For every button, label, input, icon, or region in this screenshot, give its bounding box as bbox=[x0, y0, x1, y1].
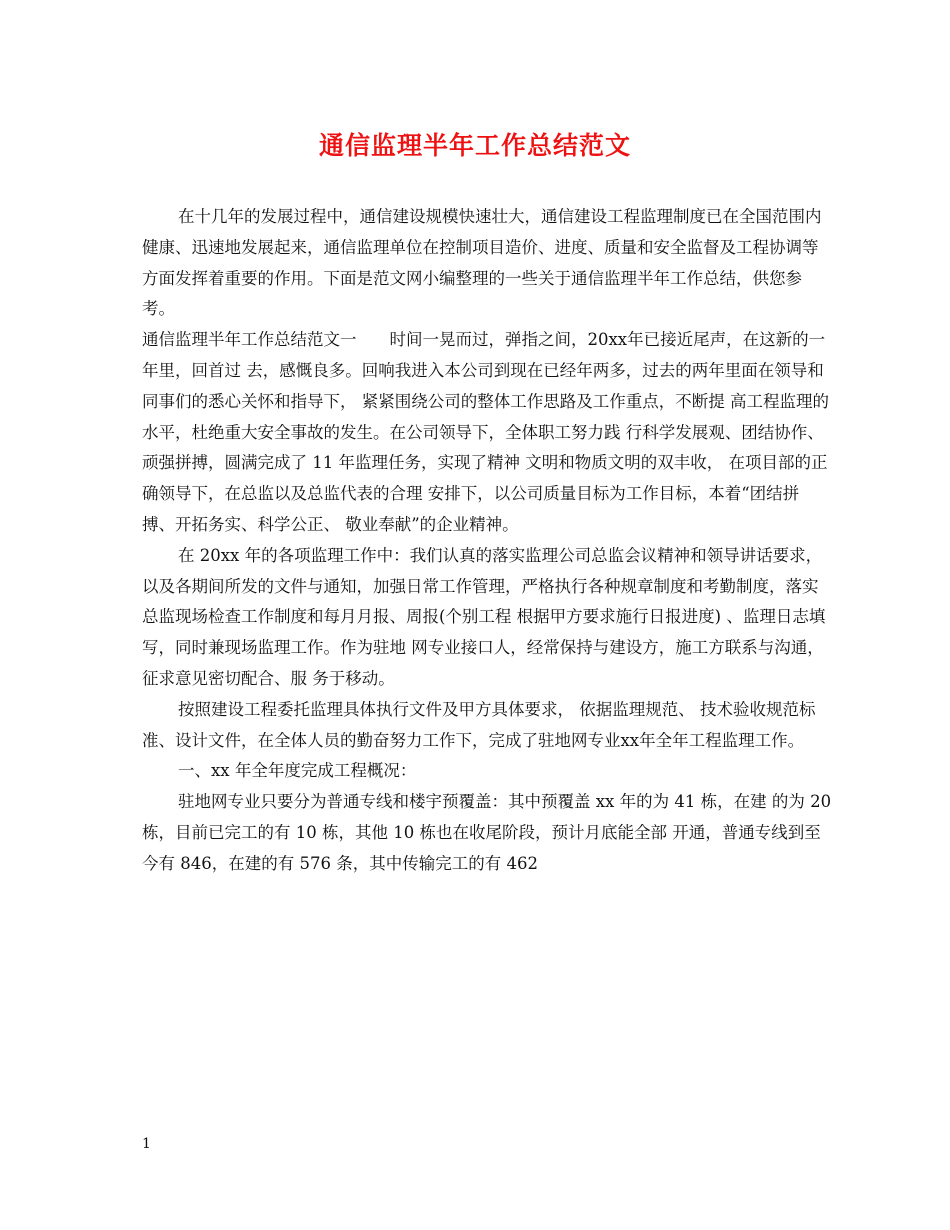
paragraph-sample-one: 通信监理半年工作总结范文一 时间一晃而过，弹指之间，20xx年已接近尾声，在这新的一年里，回首过 去，感慨良多。回响我进入本公司到现在已经年两多，过去的两年里面在领导和 同事们的悉心关怀和指导下， 紧紧围绕公司的整体工作思路及工作重点，不断提 高工程监理的水平，杜绝重大安全事故的发生。在公司领导下，全体职工努力践 行科学发展观、团结协作、顽强拼搏，圆满完成了 11 年监理任务，实现了精神 文明和物质文明的双丰收， 在项目部的正确领导下，在总监以及总监代表的合理 安排下，以公司质量目标为工作目标，本着“团结拼搏、开拓务实、科学公正、 敬业奉献”的企业精神。 bbox=[142, 330, 829, 534]
document-title: 通信监理半年工作总结范文 bbox=[318, 131, 631, 160]
page-number: 1 bbox=[142, 1136, 151, 1152]
paragraph-project-overview: 驻地网专业只要分为普通专线和楼宇预覆盖：其中预覆盖 xx 年的为 41 栋，在建 的为 20 栋，目前已完工的有 10 栋，其他 10 栋也在收尾阶段，预计月底能全部 开通，普通专线到至今有 846，在建的有 576 条，其中传输完工的有 462 bbox=[142, 792, 832, 873]
paragraph-completion: 按照建设工程委托监理具体执行文件及甲方具体要求， 依据监理规范、 技术验收规范标准、设计文件，在全体人员的勤奋努力工作下，完成了驻地网专业xx年全年工程监理工作。 bbox=[142, 699, 816, 750]
section-heading-overview: 一、xx 年全年度完成工程概况： bbox=[178, 761, 417, 781]
document-body bbox=[142, 202, 832, 880]
paragraph-supervision-work: 在 20xx 年的各项监理工作中：我们认真的落实监理公司总监会议精神和领导讲话要求，以及各期间所发的文件与通知，加强日常工作管理，严格执行各种规章制度和考勤制度，落实总监现场检查工作制度和每月月报、周报(个别工程 根据甲方要求施行日报进度) 、监理日志填写，同时兼现场监理工作。作为驻地 网专业接口人，经常保持与建设方，施工方联系与沟通，征求意见密切配合、服 务于移动。 bbox=[142, 545, 826, 688]
paragraph-intro: 在十几年的发展过程中，通信建设规模快速壮大，通信建设工程监理制度已在全国范围内健康、迅速地发展起来，通信监理单位在控制项目造价、进度、质量和安全监督及工程协调等方面发挥着重要的作用。下面是范文网小编整理的一些关于通信监理半年工作总结，供您参考。 bbox=[142, 207, 822, 319]
